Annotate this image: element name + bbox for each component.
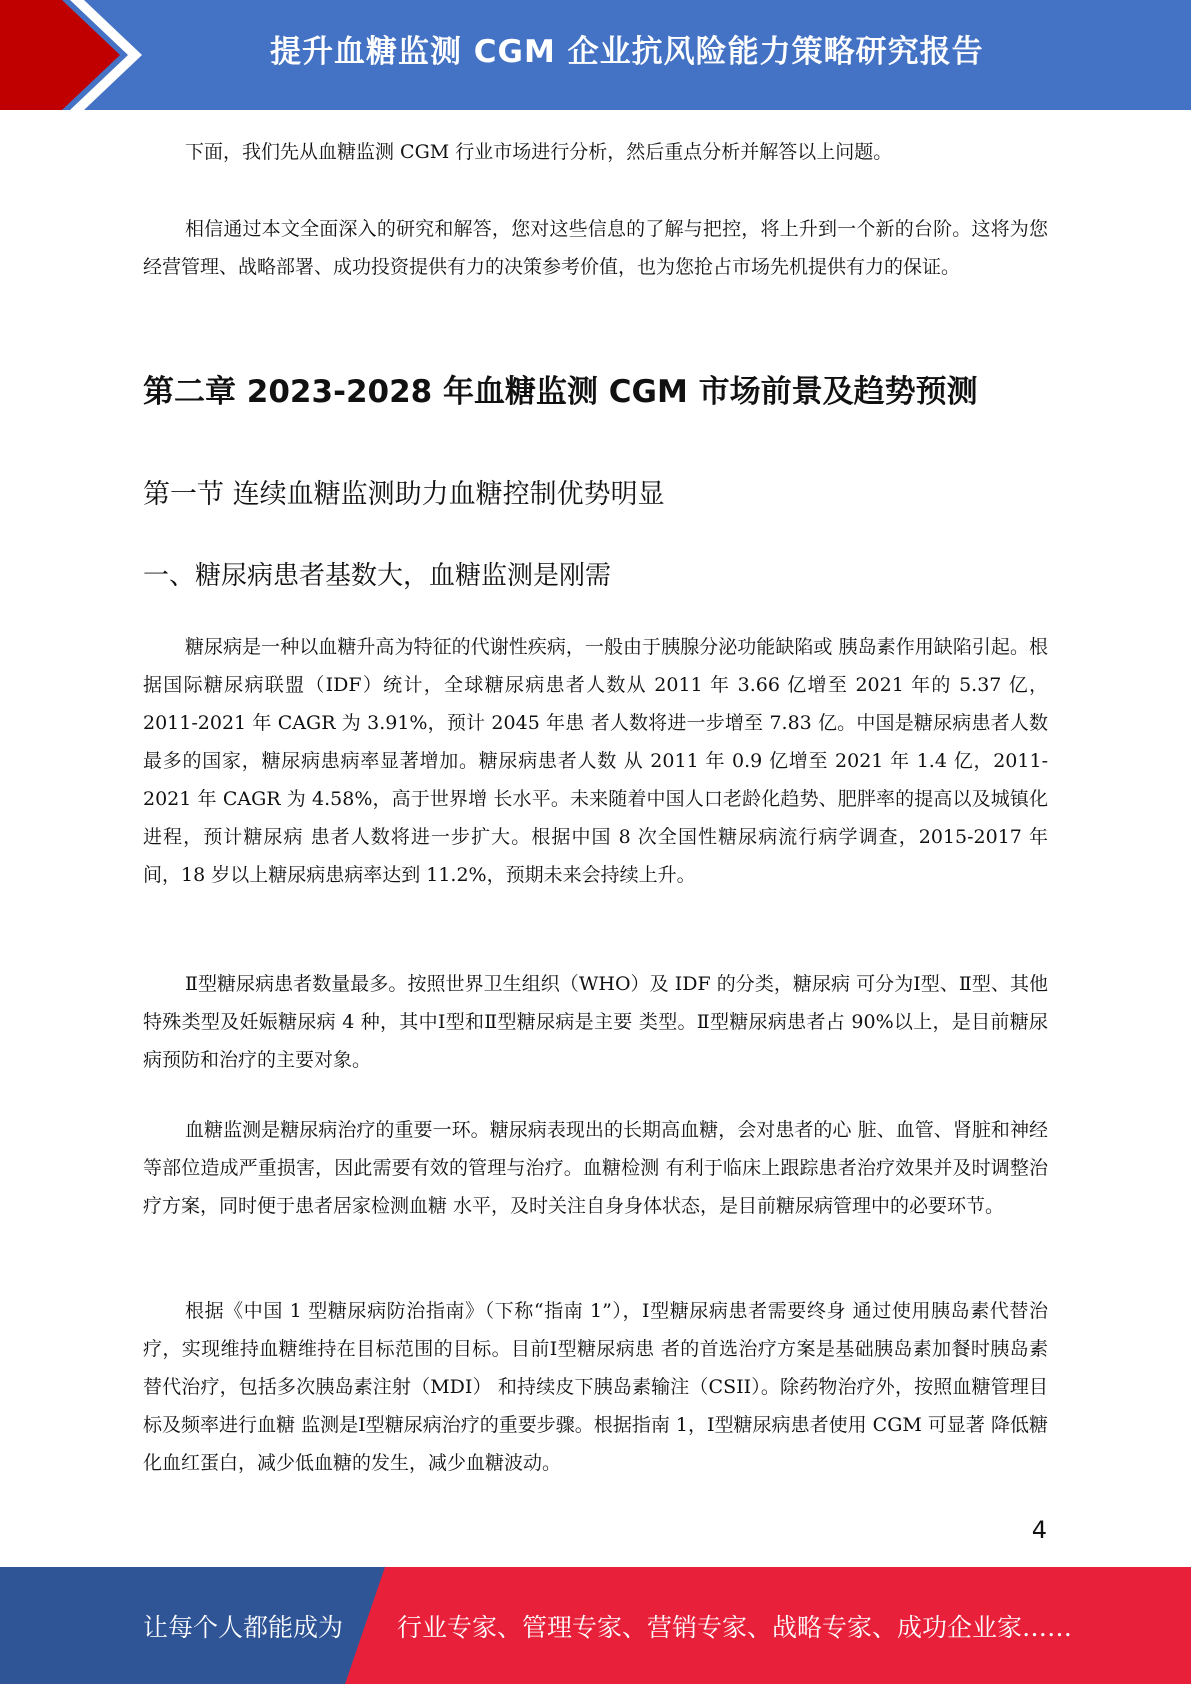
- body-paragraph-2: Ⅱ型糖尿病患者数量最多。按照世界卫生组织（WHO）及 IDF 的分类，糖尿病 可分为Ⅰ型、Ⅱ型、其他特殊类型及妊娠糖尿病 4 种，其中Ⅰ型和Ⅱ型糖尿病是主要 类型。Ⅱ型糖尿病患者占 90%以上，是目前糖尿病预防和治疗的主要对象。: [143, 973, 1048, 1071]
- subsection-title: 一、糖尿病患者基数大，血糖监测是刚需: [143, 561, 612, 591]
- intro-paragraph-1: 下面，我们先从血糖监测 CGM 行业市场进行分析，然后重点分析并解答以上问题。: [185, 141, 893, 163]
- page-header: [0, 0, 1191, 110]
- body-paragraph-3: 血糖监测是糖尿病治疗的重要一环。糖尿病表现出的长期高血糖，会对患者的心 脏、血管、肾脏和神经等部位造成严重损害，因此需要有效的管理与治疗。血糖检测 有利于临床上跟踪患者治疗效果并及时调整治疗方案，同时便于患者居家检测血糖 水平，及时关注自身身体状态，是目前糖尿病管理中的必要环节。: [143, 1119, 1048, 1217]
- report-title: 提升血糖监测 CGM 企业抗风险能力策略研究报告: [270, 34, 984, 70]
- chapter-title: 第二章 2023-2028 年血糖监测 CGM 市场前景及趋势预测: [143, 374, 978, 410]
- section-title: 第一节 连续血糖监测助力血糖控制优势明显: [143, 479, 665, 510]
- header-arrow-icon: [0, 0, 160, 110]
- page-number: 4: [1031, 1516, 1047, 1544]
- footer-slogan-right: 行业专家、管理专家、营销专家、战略专家、成功企业家……: [397, 1613, 1073, 1642]
- intro-paragraph-2: 相信通过本文全面深入的研究和解答，您对这些信息的了解与把控，将上升到一个新的台阶。这将为您经营管理、战略部署、成功投资提供有力的决策参考价值，也为您抢占市场先机提供有力的保证。: [143, 218, 1048, 278]
- body-paragraph-4: 根据《中国 1 型糖尿病防治指南》（下称“指南 1”），Ⅰ型糖尿病患者需要终身 通过使用胰岛素代替治疗，实现维持血糖维持在目标范围的目标。目前Ⅰ型糖尿病患 者的首选治疗方案是基础胰岛素加餐时胰岛素替代治疗，包括多次胰岛素注射（MDI） 和持续皮下胰岛素输注（CSII）。除药物治疗外，按照血糖管理目标及频率进行血糖 监测是Ⅰ型糖尿病治疗的重要步骤。根据指南 1，Ⅰ型糖尿病患者使用 CGM 可显著 降低糖化血红蛋白，减少低血糖的发生，减少血糖波动。: [143, 1300, 1048, 1474]
- body-paragraph-1: 糖尿病是一种以血糖升高为特征的代谢性疾病，一般由于胰腺分泌功能缺陷或 胰岛素作用缺陷引起。根据国际糖尿病联盟（IDF）统计，全球糖尿病患者人数从 2011 年 3.66 亿增至 2021 年的 5.37 亿，2011-2021 年 CAGR 为 3.91%，预计 2045 年患 者人数将进一步增至 7.83 亿。中国是糖尿病患者人数最多的国家，糖尿病患病率显著增加。糖尿病患者人数 从 2011 年 0.9 亿增至 2021 年 1.4 亿，2011-2021 年 CAGR 为 4.58%，高于世界增 长水平。未来随着中国人口老龄化趋势、肥胖率的提高以及城镇化进程，预计糖尿病 患者人数将进一步扩大。根据中国 8 次全国性糖尿病流行病学调查，2015-2017 年 间，18 岁以上糖尿病患病率达到 11.2%，预期未来会持续上升。: [143, 636, 1048, 886]
- page-footer: [0, 1567, 1191, 1684]
- footer-slogan-left: 让每个人都能成为: [143, 1613, 344, 1642]
